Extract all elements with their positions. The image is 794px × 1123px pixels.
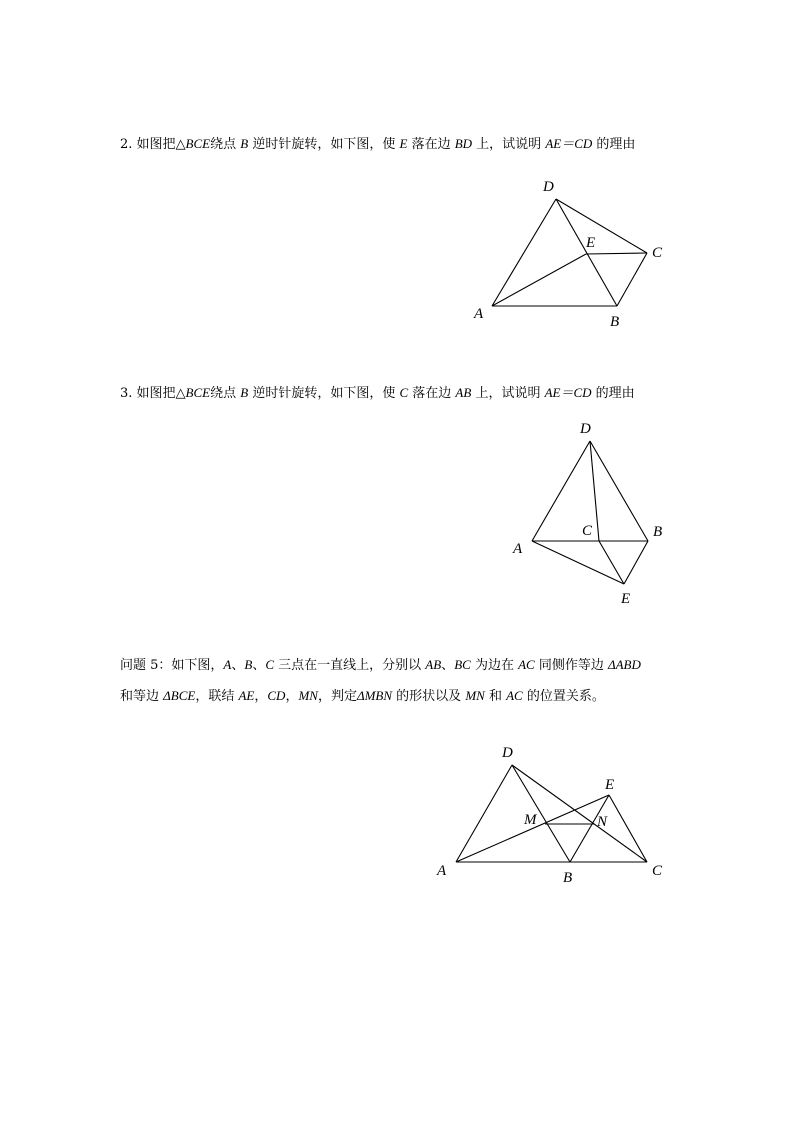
segment-AE xyxy=(456,795,609,862)
label-B: B xyxy=(563,870,573,886)
problem-3-statement: 3. 如图把△BCE绕点 B 逆时针旋转，如下图，使 C 落在边 AB 上，试说明 AE＝CD 的理由 xyxy=(120,385,635,401)
segment-AD xyxy=(492,199,556,306)
label-A: A xyxy=(437,863,447,879)
label-A: A xyxy=(474,306,484,322)
problem-3-figure xyxy=(505,415,680,610)
label-C: C xyxy=(652,245,663,261)
problem-5-figure xyxy=(425,738,680,888)
segment-DC xyxy=(556,199,647,253)
segment-DB xyxy=(512,765,570,862)
label-E: E xyxy=(605,777,615,793)
label-D: D xyxy=(580,421,591,437)
segment-DB xyxy=(556,199,617,306)
label-E: E xyxy=(586,235,596,251)
problem-number: 2. xyxy=(120,137,133,152)
problem-5-statement-line-2: 和等边 ΔBCE，联结 AE，CD，MN，判定ΔMBN 的形状以及 MN 和 AC 的位置关系。 xyxy=(120,688,605,704)
segment-AE xyxy=(532,541,624,584)
segment-BC xyxy=(617,253,647,306)
label-A: A xyxy=(513,541,523,557)
problem-5-statement-line-1: 问题 5：如下图，A、B、C 三点在一直线上，分别以 AB、BC 为边在 AC 同侧作等边 ΔABD xyxy=(120,657,641,673)
label-C: C xyxy=(652,863,663,879)
label-D: D xyxy=(502,745,513,761)
segment-BE xyxy=(624,541,648,584)
label-N: N xyxy=(597,814,608,830)
segment-EC xyxy=(609,795,647,862)
label-D: D xyxy=(543,179,554,195)
segment-DB xyxy=(590,441,648,541)
problem-number: 3. xyxy=(120,386,133,401)
segment-AD xyxy=(456,765,512,862)
label-E: E xyxy=(621,591,631,607)
label-B: B xyxy=(610,314,620,330)
label-B: B xyxy=(653,524,663,540)
segment-CE xyxy=(599,541,624,584)
problem-2-figure xyxy=(460,170,680,340)
label-C: C xyxy=(582,523,593,539)
segment-EC xyxy=(586,253,647,254)
problem-2-statement: 2. 如图把△BCE绕点 B 逆时针旋转，如下图，使 E 落在边 BD 上，试说明 AE＝CD 的理由 xyxy=(120,136,636,152)
label-M: M xyxy=(524,812,537,828)
segment-AE xyxy=(492,254,586,306)
